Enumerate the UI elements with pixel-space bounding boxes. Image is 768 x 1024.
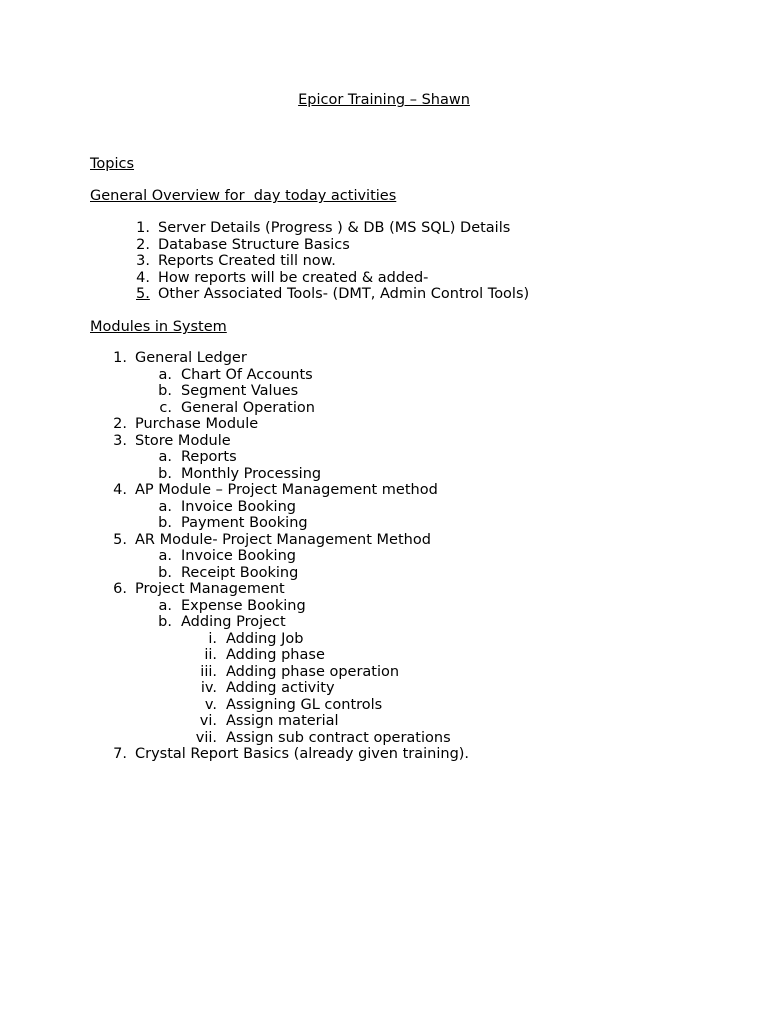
sub-item: Payment Booking	[181, 515, 308, 531]
sub-sub-item: Adding phase operation	[226, 663, 400, 680]
sub-item: Invoice Booking	[181, 498, 296, 515]
module-number: 2.	[113, 416, 127, 432]
sub-sub-item: Assigning GL controls	[226, 696, 383, 713]
sub-item-letter: a.	[158, 366, 172, 383]
overview-heading: General Overview for day today activities	[90, 188, 397, 204]
sub-item-letter: a.	[158, 597, 172, 614]
sub-sub-item-numeral: v.	[204, 696, 217, 713]
sub-item: Adding Project	[181, 614, 286, 630]
sub-sub-item: Adding phase	[226, 647, 325, 663]
sub-sub-item-numeral: vi.	[199, 713, 217, 729]
module-number: 3.	[113, 432, 127, 449]
overview-item-2-text: Database Structure Basics	[158, 236, 350, 253]
overview-item-1-number: 1.	[136, 220, 150, 236]
sub-sub-item: Adding Job	[226, 630, 304, 647]
sub-sub-item-numeral: ii.	[204, 647, 217, 663]
module-number: 1.	[113, 350, 127, 366]
module-number: 4.	[113, 482, 127, 498]
sub-sub-item-numeral: vii.	[195, 729, 217, 746]
sub-item-letter: b.	[158, 383, 172, 399]
sub-sub-item-numeral: iv.	[200, 680, 217, 696]
sub-sub-item: Adding activity	[226, 680, 335, 696]
module-item: General Ledger	[135, 350, 247, 366]
overview-item-5-number: 5.	[136, 286, 150, 302]
sub-item: Invoice Booking	[181, 548, 296, 564]
module-item: Store Module	[135, 432, 231, 449]
sub-item-letter: a.	[158, 498, 172, 515]
module-item: AR Module- Project Management Method	[135, 531, 431, 548]
module-number: 6.	[113, 581, 127, 597]
module-number: 5.	[113, 531, 127, 548]
sub-item: Expense Booking	[181, 597, 306, 614]
module-item: Purchase Module	[135, 416, 259, 432]
sub-item-letter: a.	[158, 548, 172, 564]
sub-item: Reports	[181, 449, 237, 465]
topics-heading: Topics	[90, 156, 135, 172]
module-item: AP Module – Project Management method	[135, 482, 438, 498]
overview-item-5-text: Other Associated Tools- (DMT, Admin Control Tools)	[158, 286, 530, 302]
sub-item-letter: b.	[158, 515, 172, 531]
modules-heading: Modules in System	[90, 319, 227, 335]
sub-item-letter: b.	[158, 564, 172, 581]
sub-item: Receipt Booking	[181, 564, 299, 581]
sub-sub-item: Assign material	[226, 713, 339, 729]
sub-item-letter: b.	[158, 465, 172, 482]
overview-item-3-text: Reports Created till now.	[158, 253, 336, 269]
module-number: 7.	[113, 746, 127, 762]
overview-item-3-number: 3.	[136, 253, 150, 269]
module-item: Crystal Report Basics (already given training).	[135, 746, 470, 762]
sub-item: Monthly Processing	[181, 465, 322, 482]
document-title: Epicor Training – Shawn	[298, 92, 470, 108]
module-item: Project Management	[135, 581, 285, 597]
sub-item: General Operation	[181, 399, 315, 416]
sub-sub-item-numeral: iii.	[200, 663, 217, 680]
sub-item-letter: b.	[158, 614, 172, 630]
sub-sub-item: Assign sub contract operations	[226, 729, 451, 746]
sub-sub-item-numeral: i.	[208, 630, 217, 647]
sub-item: Segment Values	[181, 383, 299, 399]
overview-item-4-number: 4.	[136, 269, 150, 286]
overview-item-4-text: How reports will be created & added-	[158, 269, 429, 286]
overview-item-1-text: Server Details (Progress ) & DB (MS SQL) Details	[158, 220, 511, 236]
overview-item-2-number: 2.	[136, 236, 150, 253]
sub-item-letter: a.	[158, 449, 172, 465]
sub-item-letter: c.	[159, 399, 172, 416]
sub-item: Chart Of Accounts	[181, 366, 313, 383]
